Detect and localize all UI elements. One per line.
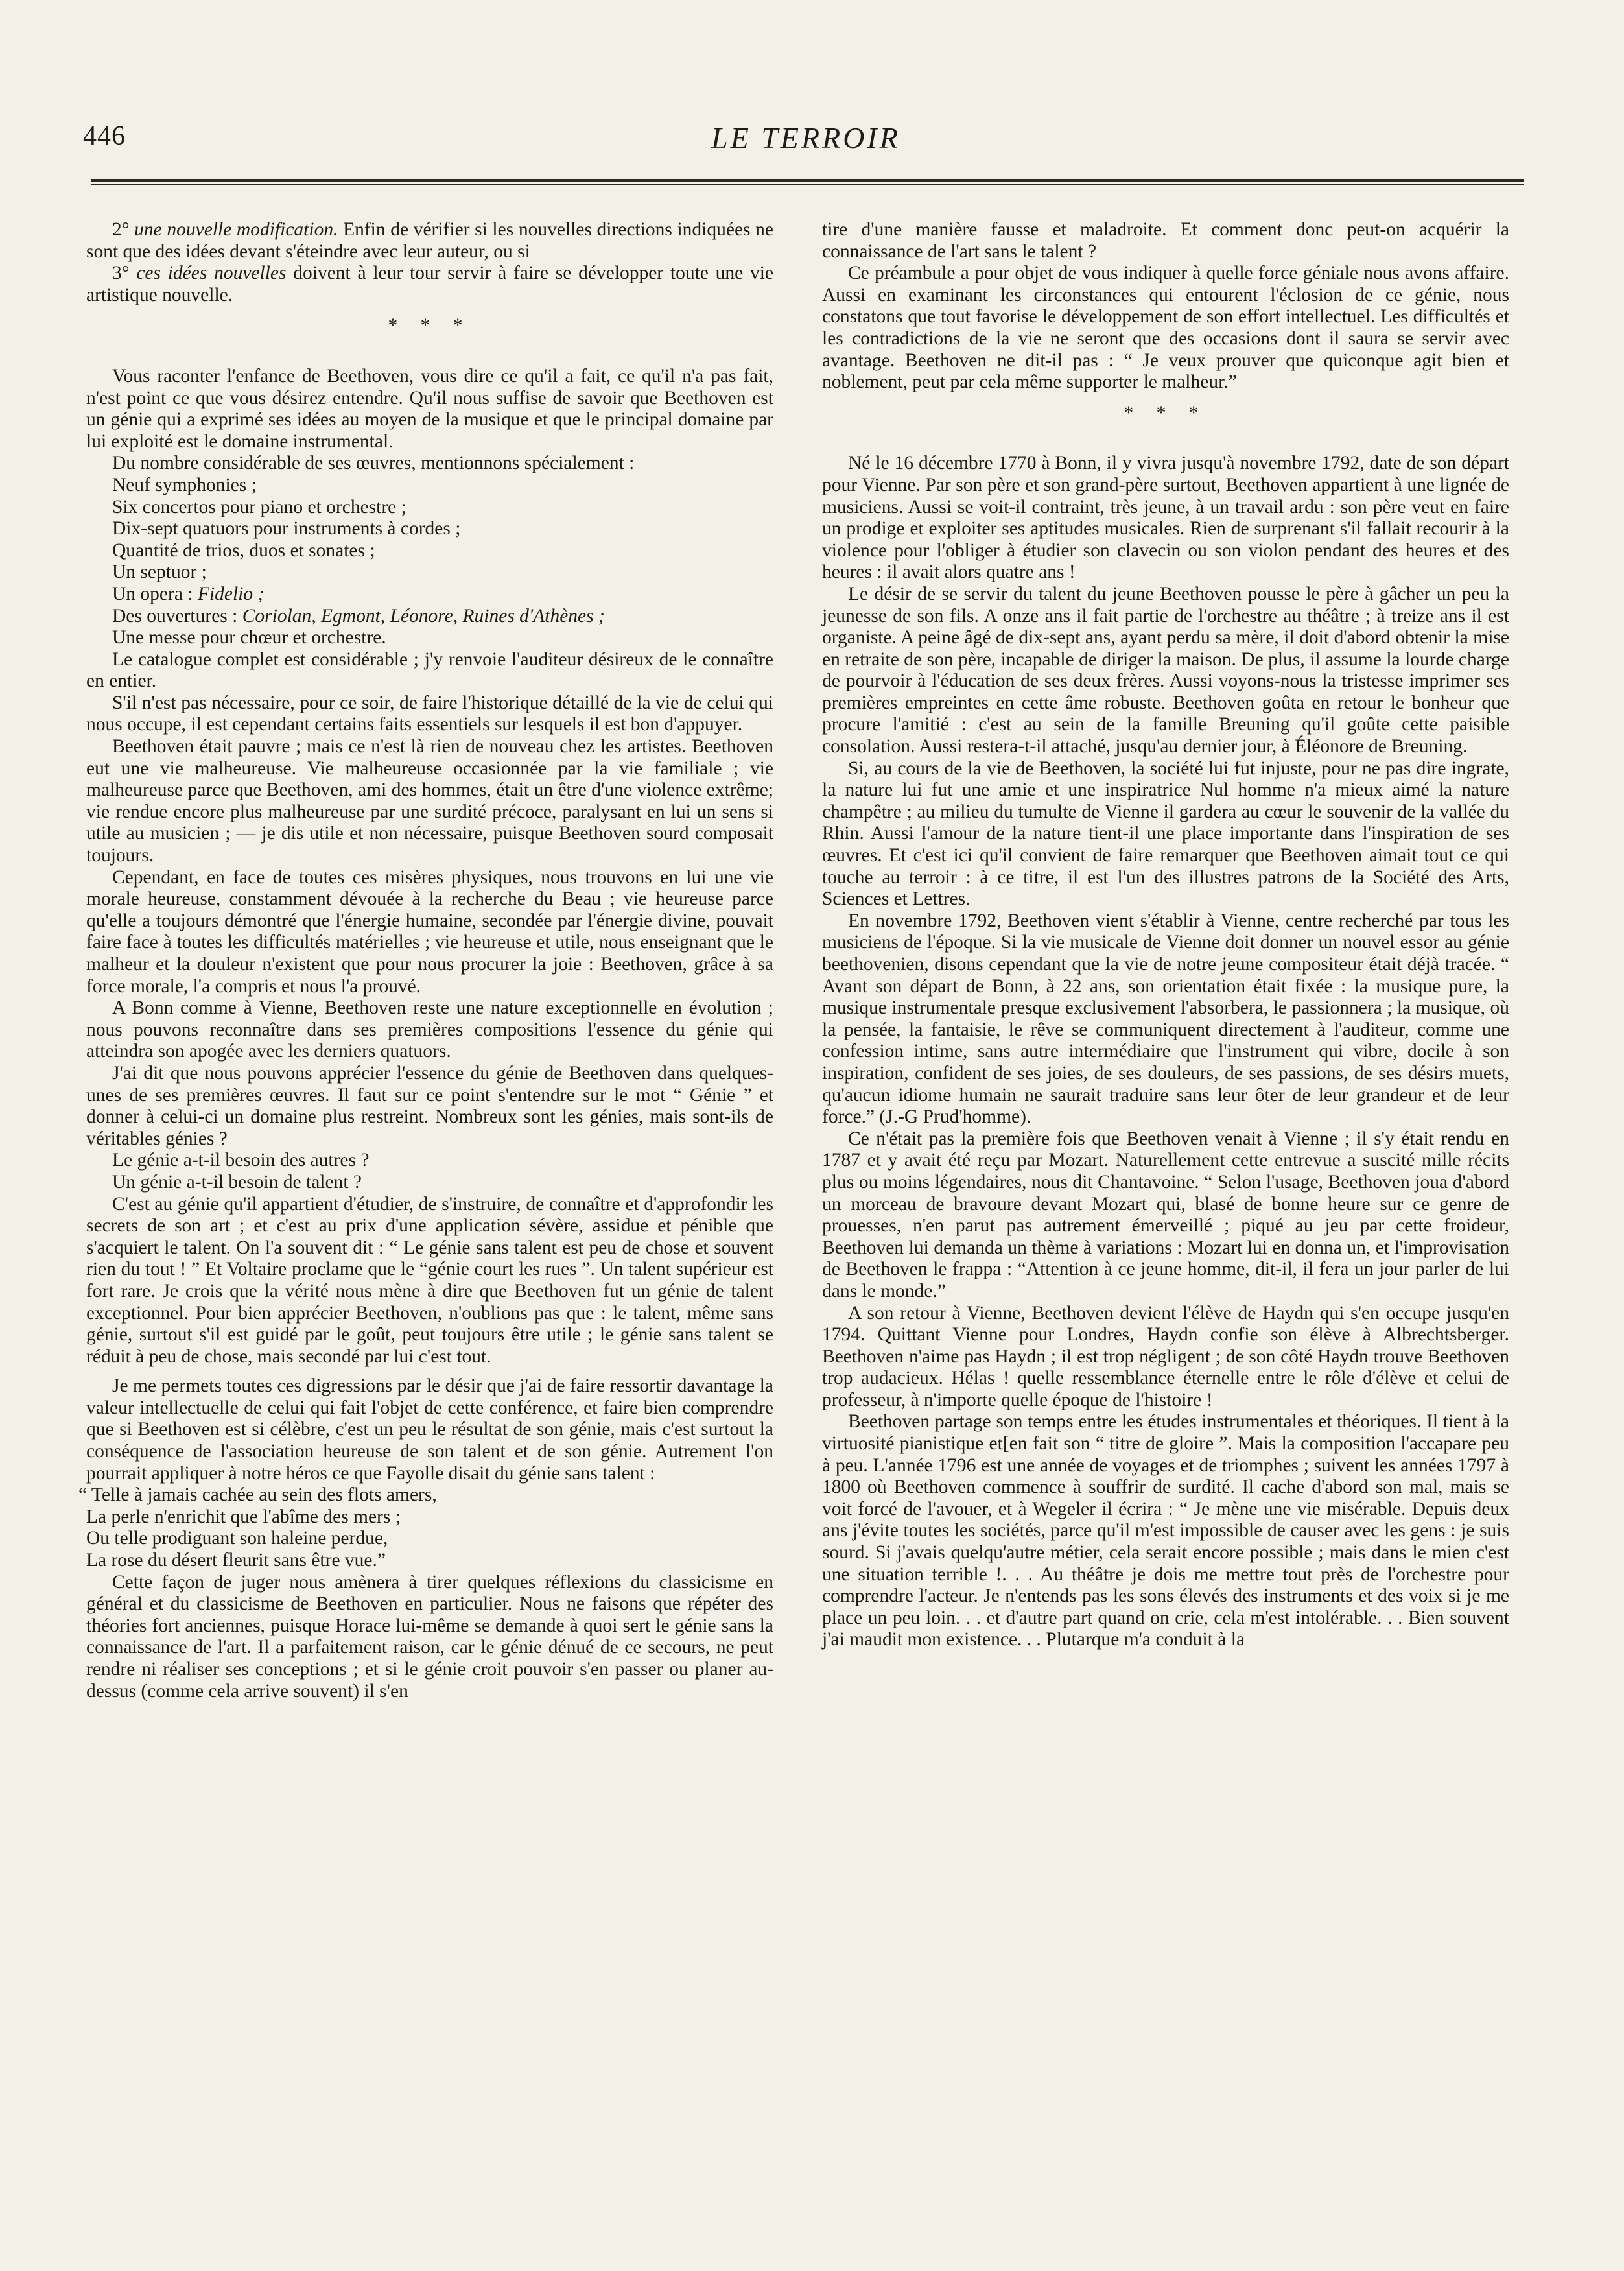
paragraph: Je me permets toutes ces digressions par le désir que j'ai de faire ressortir davantage la valeur intellectuelle de celui qui fait l'objet de cette conférence, et faire bien comprendre que si Beethoven est si célèbre, c'est un peu le résultat de son génie, mais c'est surtout la conséquence de l'association heureuse de son talent et de son génie. Autrement l'on pourrait appliquer à notre héros ce que Fayolle disait du génie sans talent : bbox=[86, 1375, 773, 1484]
works-list-item: Une messe pour chœur et orchestre. bbox=[112, 627, 386, 648]
paragraph: Le catalogue complet est considérable ; j'y renvoie l'auditeur désireux de le connaître en entier. bbox=[86, 648, 773, 692]
left-column bbox=[78, 219, 773, 1702]
paragraph: J'ai dit que nous pouvons apprécier l'essence du génie de Beethoven dans quelques-unes de ses premières œuvres. Il faut sur ce point s'entendre sur le mot “ Génie ” et donner à celui-ci un domaine plus restreint. Nombreux sont les génies, mais sont-ils de véritables génies ? bbox=[86, 1062, 773, 1149]
paragraph: tire d'une manière fausse et maladroite. Et comment donc peut-on acquérir la connaissance de l'art sans le talent ? bbox=[822, 219, 1509, 262]
poem-line: “ Telle à jamais cachée au sein des flots amers, bbox=[78, 1484, 437, 1506]
header-rule bbox=[91, 179, 1524, 185]
works-list-item: Dix-sept quatuors pour instruments à cordes ; bbox=[112, 518, 461, 540]
paragraph: A Bonn comme à Vienne, Beethoven reste une nature exceptionnelle en évolution ; nous pouvons reconnaître dans ses premières compositions l'essence du génie qui atteindra son apogée avec les derniers quatuors. bbox=[86, 997, 773, 1062]
works-list-item: Un opera : Fidelio ; bbox=[112, 583, 265, 604]
section-divider: * * * bbox=[388, 315, 472, 337]
works-list-item: Six concertos pour piano et orchestre ; bbox=[112, 496, 406, 517]
paragraph: Né le 16 décembre 1770 à Bonn, il y vivra jusqu'à novembre 1792, date de son départ pour Vienne. Par son père et son grand-père surtout, Beethoven appartient à une lignée de musiciens. Aussi se voit-il contraint, très jeune, à un travail ardu : son père veut en faire un prodige et exploiter ses aptitudes musicales. Rien de surprenant s'il fallait recourir à la violence pour l'obliger à étudier son clavecin ou son violon pendant des heures et des heures : il avait alors quatre ans ! bbox=[822, 453, 1509, 583]
paragraph: Si, au cours de la vie de Beethoven, la société lui fut injuste, pour ne pas dire ingrate, la nature lui fut une amie et une inspiratrice Nul homme n'a mieux aimé la nature champêtre ; au milieu du tumulte de Vienne il gardera au cœur le souvenir de la vallée du Rhin. Aussi l'amour de la nature tient-il une place importante dans l'inspiration de ses œuvres. Et c'est ici qu'il convient de faire remarquer que Beethoven aimait tout ce qui touche au terroir : à ce titre, il est l'un des illustres patrons de la Société des Arts, Sciences et Lettres. bbox=[822, 757, 1509, 910]
paragraph: S'il n'est pas nécessaire, pour ce soir, de faire l'historique détaillé de la vie de celui qui nous occupe, il est cependant certains faits essentiels sur lesquels il est bon d'appuyer. bbox=[86, 692, 773, 735]
poem-line: La rose du désert fleurit sans être vue.” bbox=[86, 1550, 386, 1571]
paragraph: A son retour à Vienne, Beethoven devient l'élève de Haydn qui s'en occupe jusqu'en 1794. Quittant Vienne pour Londres, Haydn confie son élève à Albrechtsberger. Beethoven n'aime pas Haydn ; il est trop négligent ; de son côté Haydn trouve Beethoven trop audacieux. Hélas ! quelle ressemblance éternelle entre le rôle d'élève et celui de professeur, à n'importe quelle époque de l'histoire ! bbox=[822, 1302, 1509, 1410]
paragraph: Beethoven était pauvre ; mais ce n'est là rien de nouveau chez les artistes. Beethoven eut une vie malheureuse. Vie malheureuse occasionnée par la vie familiale ; vie malheureuse parce que Beethoven, ami des hommes, était un être d'une violence extrême; vie rendue encore plus malheureuse par une surdité précoce, paralysant en lui un sens si utile au musicien ; — je dis utile et non nécessaire, puisque Beethoven sourd composait toujours. bbox=[86, 736, 773, 866]
works-list-item: Un septuor ; bbox=[112, 562, 207, 583]
paragraph: En novembre 1792, Beethoven vient s'établir à Vienne, centre recherché par tous les musiciens de l'époque. Si la vie musicale de Vienne doit donner un nouvel essor au génie beethovenien, disons cependant que la vie de notre jeune compositeur était déjà tracée. “ Avant son départ de Bonn, à 22 ans, son orientation était fixée : la musique pure, la musique instrumentale presque exclusivement l'absorbera, le passionnera ; la musique, où la pensée, la fantaisie, le rêve se communiquent directement à l'auditeur, comme une confession intime, sans autre intermédiaire que l'instrument qui vibre, docile à son inspiration, confident de ses joies, de ses douleurs, de ses passions, de ses désirs muets, qu'aucun idiome humain ne saurait traduire sans leur ôter de leur grandeur et de leur force.” (J.-G Prud'homme). bbox=[822, 910, 1509, 1128]
paragraph: Vous raconter l'enfance de Beethoven, vous dire ce qu'il a fait, ce qu'il n'a pas fait, n'est point ce que vous désirez entendre. Qu'il nous suffise de savoir que Beethoven est un génie qui a exprimé ses idées au moyen de la musique et que le principal domaine par lui exploité est le domaine instrumental. bbox=[86, 365, 773, 452]
works-list-item: Des ouvertures : Coriolan, Egmont, Léonore, Ruines d'Athènes ; bbox=[112, 605, 605, 626]
running-title: LE TERROIR bbox=[711, 121, 900, 154]
page-number: 446 bbox=[83, 121, 126, 151]
section-divider: * * * bbox=[1124, 402, 1208, 423]
paragraph: Ce n'était pas la première fois que Beethoven venait à Vienne ; il s'y était rendu en 1787 et y avait été reçu par Mozart. Naturellement cette entrevue a suscité mille récits plus ou moins légendaires, nous dit Chantavoine. “ Selon l'usage, Beethoven joua d'abord un morceau de bravoure devant Mozart qui, blasé de bonne heure sur ce genre de prouesses, n'en parut pas autrement émerveillé ; piqué au jeu par cette froideur, Beethoven lui demanda un thème à variations : Mozart lui en donna un, et l'improvisation de Beethoven le frappa : “Attention à ce jeune homme, dit-il, il fera un jour parler de lui dans le monde.” bbox=[822, 1128, 1509, 1302]
paragraph: Cependant, en face de toutes ces misères physiques, nous trouvons en lui une vie morale heureuse, constamment dévouée à la recherche du Beau ; vie heureuse parce qu'elle a toujours démontré que l'énergie humaine, secondée par l'énergie divine, pouvait faire face à toutes les difficultés matérielles ; vie heureuse et utile, nous enseignant que le malheur et la douleur n'existent que pour nous procurer la joie : Beethoven, grâce à sa force morale, l'a compris et nous l'a prouvé. bbox=[86, 866, 773, 997]
paragraph: Du nombre considérable de ses œuvres, mentionnons spécialement : bbox=[112, 453, 635, 474]
paragraph: Ce préambule a pour objet de vous indiquer à quelle force géniale nous avons affaire. Aussi en examinant les circonstances qui entourent l'éclosion de ce génie, nous constatons que tout favorise le développement de son effort intellectuel. Les difficultés et les contradictions de la vie ne seront que des occasions dont il saura se servir avec avantage. Beethoven ne dit-il pas : “ Je veux prouver que quiconque agit bien et noblement, peut par cela même supporter le malheur.” bbox=[822, 263, 1509, 393]
poem-line: Ou telle prodiguant son haleine perdue, bbox=[86, 1528, 388, 1549]
question-line: Un génie a-t-il besoin de talent ? bbox=[112, 1171, 362, 1193]
poem-line: La perle n'enrichit que l'abîme des mers ; bbox=[86, 1506, 401, 1527]
paragraph: Le désir de se servir du talent du jeune Beethoven pousse le père à gâcher un peu la jeunesse de son fils. A onze ans il fait partie de l'orchestre au théâtre ; à treize ans il est organiste. A peine âgé de dix-sept ans, ayant perdu sa mère, il doit d'abord obtenir la mise en retraite de son père, incapable de diriger la maison. De plus, il assume la lourde charge de pourvoir à l'éducation de ses deux frères. Aussi voyons-nous la tristesse imprimer ses premières empreintes en cette âme robuste. Beethoven goûta en retour le bonheur que procure l'amitié : c'est au sein de la famille Breuning qu'il goûte cette paisible consolation. Aussi restera-t-il attaché, jusqu'au dernier jour, à Éléonore de Breuning. bbox=[822, 583, 1509, 757]
question-line: Le génie a-t-il besoin des autres ? bbox=[112, 1150, 370, 1171]
intro-item-3: 3° ces idées nouvelles doivent à leur tour servir à faire se développer toute une vie artistique nouvelle. bbox=[86, 263, 773, 305]
right-column bbox=[822, 219, 1509, 1651]
poem-quote bbox=[78, 1484, 773, 1571]
paragraph: Beethoven partage son temps entre les études instrumentales et théoriques. Il tient à la virtuosité pianistique et[en fait son “ titre de gloire ”. Mais la composition l'accapare peu à peu. L'année 1796 est une année de voyages et de triomphes ; suivent les années 1797 à 1800 où Beethoven commence à souffrir de surdité. Il cache d'abord son mal, mais se voit forcé de l'avouer, et à Wegeler il écrira : “ Je mène une vie misérable. Depuis deux ans j'évite toutes les sociétés, parce qu'il m'est impossible de causer avec les gens : je suis sourd. Si j'avais quelqu'autre métier, cela serait encore possible ; mais dans le mien c'est une situation terrible !. . . Au théâtre je dois me mettre tout près de l'orchestre pour comprendre l'acteur. Je n'entends pas les sons élevés des instruments et des voix si je me place un peu loin. . . et d'autre part quand on crie, cela m'est intolérable. . . Bien souvent j'ai maudit mon existence. . . Plutarque m'a conduit à la bbox=[822, 1411, 1509, 1650]
paragraph: C'est au génie qu'il appartient d'étudier, de s'instruire, de connaître et d'approfondir les secrets de son art ; et c'est au prix d'une application sévère, assidue et pénible que s'acquiert le talent. On l'a souvent dit : “ Le génie sans talent est peu de chose et souvent rien du tout ! ” Et Voltaire proclame que le “génie court les rues ”. Un talent supérieur est fort rare. Je crois que la vérité nous mène à dire que Beethoven fut un génie de talent exceptionnel. Pour bien apprécier Beethoven, n'oublions pas que : le talent, même sans génie, surtout s'il est guidé par le goût, peut toujours être utile ; le génie sans talent se réduit à peu de chose, mais secondé par lui c'est tout. bbox=[86, 1193, 773, 1367]
page-header bbox=[83, 121, 1529, 160]
intro-item-2: 2° une nouvelle modification. Enfin de vérifier si les nouvelles directions indiquées ne sont que des idées devant s'éteindre avec leur auteur, ou si bbox=[86, 219, 773, 262]
works-list-item: Neuf symphonies ; bbox=[112, 474, 257, 495]
paragraph: Cette façon de juger nous amènera à tirer quelques réflexions du classicisme en général et du classicisme de Beethoven en particulier. Nous ne faisons que répéter des théories fort anciennes, puisque Horace lui-même se demande à quoi sert le génie sans la connaissance de l'art. Il a parfaitement raison, car le génie dénué de ce secours, ne peut rendre ni réaliser ses conceptions ; et si le génie croit pouvoir s'en passer ou planer au-dessus (comme cela arrive souvent) il s'en bbox=[86, 1571, 773, 1702]
works-list-item: Quantité de trios, duos et sonates ; bbox=[112, 540, 375, 561]
